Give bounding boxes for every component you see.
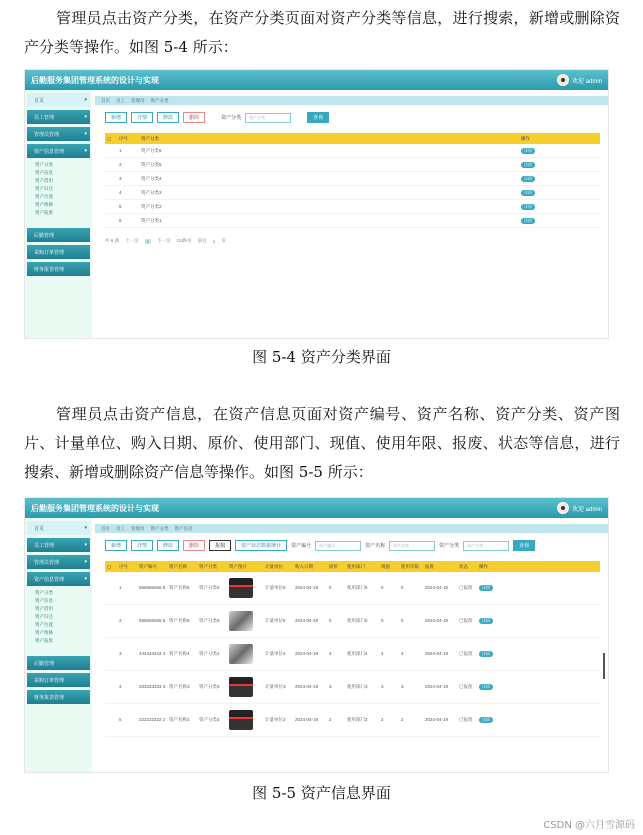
detail-button[interactable]: 详情 <box>521 204 535 210</box>
table-cell: 2 <box>401 717 404 722</box>
chevron-down-icon: ▾ <box>84 131 87 137</box>
sidebar-item-admin[interactable] <box>27 555 90 569</box>
table-cell: 5 <box>401 618 404 623</box>
sidebar-subitem[interactable]: 资产维修 <box>35 202 53 207</box>
breadcrumb-item[interactable]: 管理员 <box>131 97 145 103</box>
toolbar <box>105 540 608 551</box>
detail-button[interactable]: 详情 <box>521 162 535 168</box>
chevron-down-icon: ▾ <box>84 148 87 154</box>
table-cell: 6 <box>381 585 384 590</box>
chevron-down-icon: ▾ <box>84 525 87 531</box>
detail-button[interactable]: 详情 <box>479 618 493 624</box>
avatar-icon <box>557 74 569 86</box>
table-cell: 2024-04-19 <box>295 684 319 689</box>
column-header: 资产分类 <box>199 563 217 569</box>
search-label: 资产名称 <box>365 543 386 549</box>
detail-button[interactable]: 详情 <box>131 540 153 551</box>
detail-button-cell <box>519 204 559 210</box>
table-cell: 2 <box>119 618 122 623</box>
sidebar <box>25 90 92 338</box>
column-header: 购入日期 <box>295 563 313 569</box>
user-menu[interactable] <box>557 74 602 86</box>
table-row <box>105 214 600 228</box>
table-row <box>105 144 600 158</box>
row-index: 1 <box>119 148 122 153</box>
search-label: 资产分类 <box>221 115 242 121</box>
chevron-down-icon: ▾ <box>84 576 87 582</box>
table-cell: 资产分类4 <box>199 651 220 656</box>
category-table <box>105 133 600 228</box>
table-cell: 1 <box>119 585 122 590</box>
table-cell: 5 <box>329 618 332 623</box>
asset-name-input[interactable]: 资产名称 <box>389 541 435 551</box>
sidebar-subitem[interactable]: 资产分类 <box>35 590 53 595</box>
table-cell: 使用部门3 <box>347 684 368 689</box>
sidebar <box>25 518 92 772</box>
table-cell: 2 <box>381 717 384 722</box>
search-button[interactable]: 查询 <box>307 112 329 123</box>
sidebar-item-finance[interactable] <box>27 262 90 276</box>
table-cell: 资产名称3 <box>169 684 190 689</box>
table-cell: 计量单位6 <box>265 585 286 590</box>
breadcrumb-item[interactable]: 员工 <box>116 97 125 103</box>
table-cell: 资产名称6 <box>169 585 190 590</box>
table-cell: 2024-04-19 <box>295 651 319 656</box>
sidebar-item-orders[interactable] <box>27 673 90 687</box>
app-header <box>25 70 608 90</box>
table-row <box>105 704 600 737</box>
table-cell: 资产名称4 <box>169 651 190 656</box>
table-cell: 资产分类3 <box>199 684 220 689</box>
app-header <box>25 498 608 518</box>
sidebar-subitem[interactable]: 资产位置 <box>35 194 53 199</box>
asset-image-cell <box>227 677 263 697</box>
column-header: 操作 <box>479 563 488 569</box>
avatar-icon <box>557 502 569 514</box>
row-index: 2 <box>119 162 122 167</box>
column-header: 计量单位 <box>265 563 283 569</box>
table-cell: 4 <box>381 651 384 656</box>
sidebar-item-label: 员工管理 <box>34 114 55 121</box>
table-cell: 已报废 <box>459 651 473 656</box>
table-cell: 2024-04-19 <box>295 717 319 722</box>
table-row <box>105 172 600 186</box>
detail-button[interactable]: 详情 <box>479 684 493 690</box>
goto-label: 前往 <box>197 238 207 243</box>
table-cell: 资产分类2 <box>199 717 220 722</box>
paragraph-asset-info: 管理员点击资产信息，在资产信息页面对资产编号、资产名称、资产分类、资产图片、计量单位、购入日期、原价、使用部门、现值、使用年限、报废、状态等信息，进行搜索、新增或删除资产信息等操作。如图 5-5 所示： <box>24 405 620 481</box>
detail-button-cell <box>477 618 497 624</box>
next-page-button[interactable]: 下一页 <box>157 238 171 243</box>
delete-button[interactable]: 删除 <box>183 112 205 123</box>
table-cell: 2024-04-19 <box>425 618 449 623</box>
detail-button[interactable]: 详情 <box>479 585 493 591</box>
asset-image <box>229 578 253 598</box>
sidebar-subitem[interactable]: 资产报废 <box>35 638 53 643</box>
sidebar-subitem[interactable]: 资产归还 <box>35 614 53 619</box>
asset-image <box>229 644 253 664</box>
page-number[interactable]: 1 <box>146 238 150 244</box>
table-cell: 4 <box>119 684 122 689</box>
search-label: 资产分类 <box>439 543 460 549</box>
edit-button[interactable]: 修改 <box>157 112 179 123</box>
table-cell: 6 <box>401 585 404 590</box>
column-header: 资产分类 <box>141 135 159 141</box>
sidebar-subitem[interactable]: 资产信息 <box>35 170 53 175</box>
sidebar-item-home[interactable] <box>27 521 90 535</box>
table-cell: 2024-04-19 <box>295 618 319 623</box>
main-content <box>95 518 608 772</box>
edit-button[interactable]: 修改 <box>157 540 179 551</box>
column-header: 资产图片 <box>229 563 247 569</box>
breadcrumb-item[interactable]: 员工 <box>116 525 125 531</box>
breadcrumb <box>95 96 608 105</box>
table-cell: 555555555 5 <box>139 618 166 623</box>
asset-info-screenshot <box>24 497 609 773</box>
table-cell: 6 <box>329 585 332 590</box>
user-label: 欢迎 admin <box>571 78 602 85</box>
table-cell: 3 <box>119 651 122 656</box>
sidebar-subitem[interactable]: 资产借用 <box>35 606 53 611</box>
chevron-down-icon: ▾ <box>84 542 87 548</box>
row-index: 3 <box>119 176 122 181</box>
row-index: 4 <box>119 190 122 195</box>
figure-caption: 图 5-5 资产信息界面 <box>252 784 391 802</box>
column-header: 资产名称 <box>169 563 187 569</box>
app-title: 后勤服务集团管理系统的设计与实现 <box>31 76 159 85</box>
prev-page-button[interactable]: 上一页 <box>125 238 139 243</box>
search-button[interactable]: 查询 <box>513 540 535 551</box>
row-index: 5 <box>119 204 122 209</box>
sidebar-item-label: 资产信息管理 <box>34 576 65 583</box>
column-header: 原价 <box>329 563 338 569</box>
table-cell: 2 <box>329 717 332 722</box>
sidebar-item-assets[interactable] <box>27 144 90 158</box>
detail-button-cell <box>519 162 559 168</box>
sidebar-item-assets[interactable] <box>27 572 90 586</box>
sidebar-item-admin[interactable] <box>27 127 90 141</box>
column-header: 状态 <box>459 563 468 569</box>
detail-button[interactable]: 详情 <box>521 190 535 196</box>
table-cell: 2024-04-19 <box>425 717 449 722</box>
table-cell: 资产名称5 <box>169 618 190 623</box>
category-name: 资产分类4 <box>141 175 162 181</box>
chevron-down-icon: ▾ <box>84 114 87 120</box>
detail-button-cell <box>477 585 497 591</box>
add-button[interactable]: 新增 <box>105 540 127 551</box>
sidebar-item-staff[interactable] <box>27 110 90 124</box>
detail-button[interactable]: 详情 <box>521 218 535 224</box>
detail-button-cell <box>519 148 559 154</box>
figure-caption: 图 5-4 资产分类界面 <box>252 348 391 366</box>
sidebar-subitem[interactable]: 资产信息 <box>35 598 53 603</box>
table-cell: 计量单位2 <box>265 717 286 722</box>
chevron-down-icon: ▾ <box>84 559 87 565</box>
asset-category-screenshot <box>24 69 609 339</box>
sidebar-item-label: 管理员管理 <box>34 559 60 566</box>
table-cell: 3 <box>329 684 332 689</box>
table-cell: 使用部门5 <box>347 618 368 623</box>
asset-image <box>229 611 253 631</box>
table-cell: 4 <box>329 651 332 656</box>
category-name: 资产分类2 <box>141 203 162 209</box>
category-name: 资产分类1 <box>141 217 162 223</box>
sidebar-subitem[interactable]: 资产报废 <box>35 210 53 215</box>
sidebar-item-orders[interactable] <box>27 245 90 259</box>
column-header: 序号 <box>119 135 128 141</box>
table-cell: 444444444 4 <box>139 651 166 656</box>
table-cell: 使用部门2 <box>347 717 368 722</box>
table-cell: 计量单位3 <box>265 684 286 689</box>
table-row <box>105 638 600 671</box>
sidebar-item-finance[interactable] <box>27 690 90 704</box>
table-row <box>105 158 600 172</box>
pagination <box>105 238 608 244</box>
table-cell: 资产分类6 <box>199 585 220 590</box>
detail-button-cell <box>519 190 559 196</box>
sidebar-item-label: 首页 <box>34 97 45 104</box>
table-row <box>105 186 600 200</box>
checkbox[interactable]: ▢ <box>107 135 112 141</box>
sidebar-item-label: 后勤管理 <box>34 660 55 667</box>
table-cell: 使用部门4 <box>347 651 368 656</box>
column-header: 使用年限 <box>401 563 419 569</box>
sidebar-subitem[interactable]: 资产维修 <box>35 630 53 635</box>
breadcrumb-item[interactable]: 首页 <box>101 97 110 103</box>
status-stats-button[interactable]: 资产状态数据统计 <box>235 540 287 551</box>
table-header <box>105 133 600 144</box>
detail-button[interactable]: 详情 <box>479 717 493 723</box>
table-cell: 222222222 2 <box>139 717 166 722</box>
asset-image <box>229 710 253 730</box>
column-header: 资产编号 <box>139 563 157 569</box>
sidebar-item-label: 采购订单管理 <box>34 249 65 256</box>
sidebar-item-label: 财务报表管理 <box>34 694 65 701</box>
sidebar-item-logistics[interactable] <box>27 228 90 242</box>
sidebar-subitem[interactable]: 资产借用 <box>35 178 53 183</box>
asset-image <box>229 677 253 697</box>
chevron-down-icon: ▾ <box>84 97 87 103</box>
column-header: 报废 <box>425 563 434 569</box>
asset-image-cell <box>227 644 263 664</box>
detail-button[interactable]: 详情 <box>521 176 535 182</box>
main-content <box>95 90 608 338</box>
table-row <box>105 572 600 605</box>
table-cell: 计量单位4 <box>265 651 286 656</box>
page-suffix: 页 <box>221 238 226 243</box>
detail-button[interactable]: 详情 <box>479 651 493 657</box>
sidebar-item-label: 首页 <box>34 525 45 532</box>
table-cell: 666666666 6 <box>139 585 166 590</box>
table-cell: 4 <box>401 651 404 656</box>
breadcrumb-item[interactable]: 资产分类 <box>150 525 169 531</box>
detail-button-cell <box>519 218 559 224</box>
pager-total: 共 6 条 <box>105 238 120 243</box>
detail-button[interactable]: 详情 <box>131 112 153 123</box>
sidebar-subitem[interactable]: 资产归还 <box>35 186 53 191</box>
column-header: 操作 <box>521 135 530 141</box>
table-cell: 已报废 <box>459 684 473 689</box>
asset-category-input[interactable]: 资产分类 <box>463 541 509 551</box>
search-label: 资产编号 <box>291 543 312 549</box>
detail-button-cell <box>477 684 497 690</box>
breadcrumb-item[interactable]: 资产分类 <box>150 97 169 103</box>
paragraph-asset-category: 管理员点击资产分类，在资产分类页面对资产分类等信息，进行搜索，新增或删除资产分类等操作。如图 5-4 所示： <box>24 9 620 56</box>
column-header: 现值 <box>381 563 390 569</box>
column-header: 使用部门 <box>347 563 365 569</box>
page-size-select[interactable]: 10条/页 <box>176 238 192 243</box>
asset-code-input[interactable]: 资产编号 <box>315 541 361 551</box>
table-row <box>105 671 600 704</box>
asset-table <box>105 561 600 737</box>
table-cell: 2024-04-19 <box>425 684 449 689</box>
column-header: 序号 <box>119 563 128 569</box>
table-cell: 使用部门6 <box>347 585 368 590</box>
table-cell: 5 <box>381 618 384 623</box>
detail-button-cell <box>477 717 497 723</box>
sidebar-item-label: 采购订单管理 <box>34 677 65 684</box>
user-label: 欢迎 admin <box>571 506 602 513</box>
table-cell: 资产名称2 <box>169 717 190 722</box>
sidebar-item-label: 后勤管理 <box>34 232 55 239</box>
table-cell: 已报废 <box>459 717 473 722</box>
sidebar-subitem[interactable]: 资产位置 <box>35 622 53 627</box>
user-menu[interactable] <box>557 502 602 514</box>
detail-button-cell <box>519 176 559 182</box>
table-row <box>105 605 600 638</box>
checkbox[interactable]: ▢ <box>107 563 112 569</box>
row-index: 6 <box>119 218 122 223</box>
table-cell: 2024-04-19 <box>425 651 449 656</box>
scrollbar[interactable] <box>603 653 605 679</box>
category-name: 资产分类5 <box>141 161 162 167</box>
detail-button[interactable]: 详情 <box>521 148 535 154</box>
add-button[interactable]: 新增 <box>105 112 127 123</box>
table-cell: 3 <box>381 684 384 689</box>
table-cell: 资产分类5 <box>199 618 220 623</box>
table-cell: 333333333 3 <box>139 684 166 689</box>
sidebar-item-staff[interactable] <box>27 538 90 552</box>
watermark: CSDN @六月雪源码 <box>543 820 635 831</box>
table-row <box>105 200 600 214</box>
sidebar-item-label: 资产信息管理 <box>34 148 65 155</box>
table-cell: 3 <box>401 684 404 689</box>
table-cell: 5 <box>119 717 122 722</box>
table-cell: 计量单位5 <box>265 618 286 623</box>
breadcrumb-item[interactable]: 首页 <box>101 525 110 531</box>
table-header <box>105 561 600 572</box>
sidebar-subitem[interactable]: 资产分类 <box>35 162 53 167</box>
sidebar-item-label: 管理员管理 <box>34 131 60 138</box>
report-loss-button[interactable]: 报损 <box>209 540 231 551</box>
search-input[interactable]: 资产分类 <box>245 113 291 123</box>
sidebar-item-logistics[interactable] <box>27 656 90 670</box>
breadcrumb-item[interactable]: 管理员 <box>131 525 145 531</box>
sidebar-item-label: 财务报表管理 <box>34 266 65 273</box>
goto-input[interactable]: 1 <box>212 238 216 244</box>
sidebar-item-label: 员工管理 <box>34 542 55 549</box>
table-cell: 已报废 <box>459 618 473 623</box>
sidebar-item-home[interactable] <box>27 93 90 107</box>
app-title: 后勤服务集团管理系统的设计与实现 <box>31 504 159 513</box>
asset-image-cell <box>227 611 263 631</box>
table-cell: 2024-04-19 <box>295 585 319 590</box>
asset-image-cell <box>227 710 263 730</box>
breadcrumb <box>95 524 608 533</box>
breadcrumb-item[interactable]: 资产信息 <box>174 525 193 531</box>
category-name: 资产分类3 <box>141 189 162 195</box>
table-cell: 已报废 <box>459 585 473 590</box>
delete-button[interactable]: 删除 <box>183 540 205 551</box>
toolbar <box>105 112 608 123</box>
asset-image-cell <box>227 578 263 598</box>
category-name: 资产分类6 <box>141 147 162 153</box>
detail-button-cell <box>477 651 497 657</box>
table-cell: 2024-04-19 <box>425 585 449 590</box>
